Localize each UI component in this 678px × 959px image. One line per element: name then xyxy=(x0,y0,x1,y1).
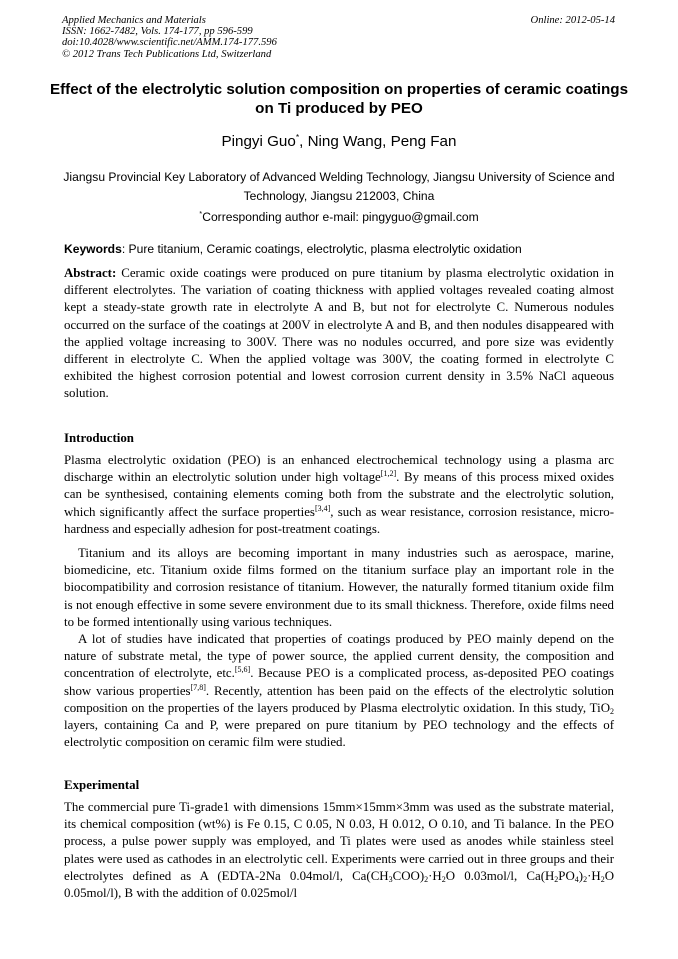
keywords-label: Keywords xyxy=(64,242,122,256)
introduction-paragraph-3: A lot of studies have indicated that properties of coatings produced by PEO mainly depend on the nature of substrate metal, the type of power source, the applied current density, the composition and concentration of electrolyte, etc.[5,6]. Because PEO is a complicated process, as-deposited PEO coatings show various properties[7,8]. Recently, attention has been paid on the effects of the electrolytic solution composition on the properties of the layers produced by Plasma electrolytic oxidation. In this study, TiO$_2$ layers, containing Ca and P, were prepared on pure titanium by PEO technology and the effects of electrolytic composition on ceramic film were studied. xyxy=(64,632,615,750)
issn-line: ISSN: 1662-7482, Vols. 174-177, pp 596-599 xyxy=(62,26,253,38)
citation: [3,4] xyxy=(314,503,331,513)
abstract-label: Abstract: xyxy=(64,266,117,280)
citation: [1,2] xyxy=(380,469,397,479)
corresponding-mark: * xyxy=(199,209,203,218)
experimental-heading: Experimental xyxy=(64,778,140,792)
author-first: Pingyi Guo xyxy=(221,133,296,150)
doi-line: doi:10.4028/www.scientific.net/AMM.174-177.596 xyxy=(62,37,277,49)
abstract xyxy=(64,265,614,403)
keywords-text: : Pure titanium, Ceramic coatings, electrolytic, plasma electrolytic oxidation xyxy=(121,242,522,256)
author-rest: , Ning Wang, Peng Fan xyxy=(299,133,457,150)
introduction-heading: Introduction xyxy=(64,431,134,445)
citation: [7,8] xyxy=(190,682,206,692)
introduction-paragraph-1: Plasma electrolytic oxidation (PEO) is an enhanced electrochemical technology using a plasma arc discharge within an electrolytic solution under high voltage[1,2]. By means of this process mixed oxides can be synthesised, containing elements coming both from the substrate and the electrolytic solution, which significantly affect the surface properties[3,4], such as wear resistance, corrosion resistance, micro-hardness and especially adhesion for post-treatment coatings. xyxy=(64,453,615,536)
experimental-paragraph-1: The commercial pure Ti-grade1 with dimensions 15mm×15mm×3mm was used as the substrate material, its chemical composition (wt%) is Fe 0.15, C 0.05, N 0.03, H 0.012, O 0.10, and Ti balance. In the PEO process, a pulse power supply was employed, and Ti plates were used as anodes while stainless steel plates were used as cathodes in an electrolytic cell. Experiments were carried out in three groups and their electrolytes defined as A (EDTA-2Na 0.04mol/l, $Ca(CH_3COO)_2\cdot H_2O$ 0.03mol/l, $Ca(H_2PO_4)_2\cdot H_2O$ 0.05mol/l), B with the addition of 0.025mol/l xyxy=(64,800,614,901)
affiliation: Jiangsu Provincial Key Laboratory of Advanced Welding Technology, Jiangsu University of Science and Technology, Jiangsu 212003, China xyxy=(63,170,615,203)
citation: [5,6] xyxy=(234,665,251,675)
journal-header xyxy=(62,15,615,60)
keywords xyxy=(64,241,616,257)
paper-title: Effect of the electrolytic solution composition on properties of ceramic coatings on Ti produced by PEO xyxy=(49,81,629,117)
online-date: Online: 2012-05-14 xyxy=(530,15,615,26)
introduction-paragraph-2: Titanium and its alloys are becoming important in many industries such as aerospace, marine, biomedicine, etc. Titanium oxide films formed on the titanium surface play an important role in the biocompatibility and corrosion resistance of titanium. However, the naturally formed titanium oxide film is not enough effective in some severe environment due to its small thickness. Therefore, oxide films need to be formed intentionally using various techniques. xyxy=(64,546,614,629)
author-list xyxy=(0,133,678,151)
corresponding-author xyxy=(0,210,678,225)
abstract-text: Ceramic oxide coatings were produced on pure titanium by plasma electrolytic oxidation in different electrolytes. The variation of coating thickness with applied voltages revealed coating almost kept a steady-state growth rate in electrolyte A and B, but not for electrolyte C. Numerous nodules occurred on the surface of the coatings at 200V in electrolyte A and B, and then nodules disappeared with the applied voltage increasing to 300V. There was no nodules occurred, and pore size was evidently different in electrolyte C. When the applied voltage was 300V, the coating formed in electrolyte C exhibited the highest corrosion potential and lowest corrosion current density in 3.5% NaCl aqueous solution. xyxy=(64,266,614,401)
author-mark: * xyxy=(295,132,300,142)
copyright-line: © 2012 Trans Tech Publications Ltd, Switzerland xyxy=(62,48,272,60)
journal-name: Applied Mechanics and Materials xyxy=(62,15,206,26)
corresponding-text: Corresponding author e-mail: pingyguo@gmail.com xyxy=(202,210,479,224)
